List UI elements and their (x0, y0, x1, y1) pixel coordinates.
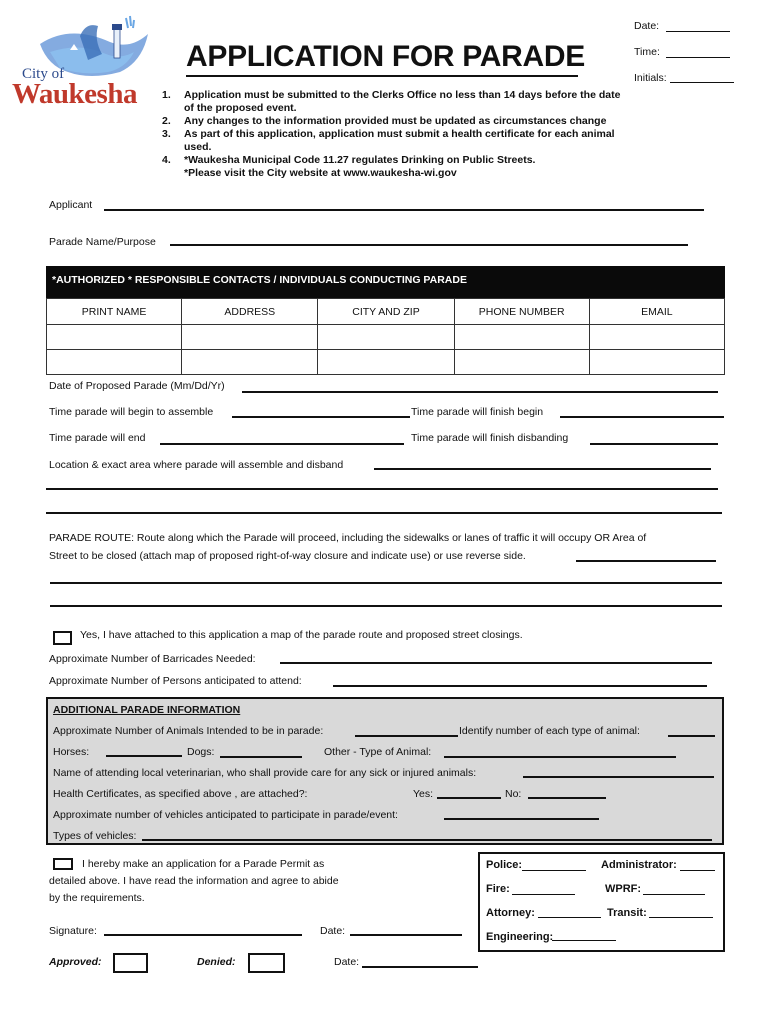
office-initials-label: Initials: (634, 72, 667, 84)
animals-count-label: Approximate Number of Animals Intended to be in parade: (53, 725, 324, 737)
table-cell[interactable] (182, 350, 318, 375)
column-header-phone: PHONE NUMBER (454, 299, 589, 325)
table-cell[interactable] (47, 350, 182, 375)
signature-label: Signature: (49, 925, 97, 937)
route-description-2: Street to be closed (attach map of proposed right-of-way closure and indicate use) or use reverse side. (49, 550, 526, 562)
horses-label: Horses: (53, 746, 90, 758)
route-field-line[interactable] (50, 605, 722, 607)
health-no-field[interactable] (528, 797, 606, 799)
vehicle-types-label: Types of vehicles: (53, 830, 137, 842)
signature-date-label: Date: (320, 925, 346, 937)
proposed-date-label: Date of Proposed Parade (Mm/Dd/Yr) (49, 380, 225, 392)
police-field[interactable] (522, 870, 586, 871)
denied-checkbox[interactable] (248, 953, 285, 973)
other-animal-field[interactable] (444, 756, 676, 758)
table-row (47, 325, 725, 350)
column-header-city-zip: CITY AND ZIP (318, 299, 454, 325)
map-attached-checkbox[interactable] (53, 631, 72, 645)
proposed-date-field[interactable] (242, 391, 718, 393)
fire-label: Fire: (486, 883, 510, 895)
barricades-field[interactable] (280, 662, 712, 664)
finish-begin-field[interactable] (560, 416, 724, 418)
transit-label: Transit: (607, 907, 647, 919)
vehicles-count-label: Approximate number of vehicles anticipated to participate in parade/event: (53, 809, 398, 821)
office-initials-field[interactable] (670, 82, 734, 83)
office-time-field[interactable] (666, 57, 730, 58)
page-title: APPLICATION FOR PARADE (186, 40, 585, 73)
agree-text-3: by the requirements. (49, 892, 145, 904)
column-header-email: EMAIL (589, 299, 724, 325)
time-end-field[interactable] (160, 443, 404, 445)
horses-field[interactable] (106, 755, 182, 757)
location-label: Location & exact area where parade will assemble and disband (49, 459, 344, 471)
location-field-line[interactable] (46, 488, 718, 490)
health-no-label: No: (505, 788, 522, 800)
office-date-label: Date: (634, 20, 660, 32)
police-label: Police: (486, 859, 523, 871)
transit-field[interactable] (649, 917, 713, 918)
instruction-item: 2. Any changes to the information provided must be updated as circumstances change (162, 115, 607, 127)
veterinarian-field[interactable] (523, 776, 714, 778)
table-cell[interactable] (589, 325, 724, 350)
instruction-item: 4. *Waukesha Municipal Code 11.27 regulates Drinking on Public Streets. (162, 154, 536, 166)
column-header-print-name: PRINT NAME (47, 299, 182, 325)
vehicles-count-field[interactable] (444, 818, 599, 820)
table-cell[interactable] (454, 350, 589, 375)
parade-name-field[interactable] (170, 244, 688, 246)
logo-city-text: City of (22, 66, 65, 82)
engineering-field[interactable] (552, 940, 616, 941)
table-cell[interactable] (47, 325, 182, 350)
signature-date-field[interactable] (350, 934, 462, 936)
approved-label: Approved: (49, 956, 102, 968)
begin-assemble-field[interactable] (232, 416, 410, 418)
office-date-field[interactable] (666, 31, 730, 32)
engineering-label: Engineering: (486, 931, 554, 943)
additional-info-heading: ADDITIONAL PARADE INFORMATION (53, 704, 241, 716)
parade-name-label: Parade Name/Purpose (49, 236, 156, 248)
administrator-field[interactable] (680, 870, 715, 871)
begin-assemble-label: Time parade will begin to assemble (49, 406, 214, 418)
title-underline (186, 75, 578, 77)
table-cell[interactable] (454, 325, 589, 350)
table-cell[interactable] (318, 325, 454, 350)
agree-text-1: I hereby make an application for a Parade Permit as (82, 858, 325, 870)
other-animal-label: Other - Type of Animal: (324, 746, 432, 758)
decision-date-label: Date: (334, 956, 360, 968)
persons-label: Approximate Number of Persons anticipated to attend: (49, 675, 302, 687)
instruction-item: 1. Application must be submitted to the Clerks Office no less than 14 days before the date of the proposed event. (162, 89, 621, 114)
identify-animals-label: Identify number of each type of animal: (459, 725, 640, 737)
health-yes-field[interactable] (437, 797, 501, 799)
location-field[interactable] (374, 468, 711, 470)
vehicle-types-field[interactable] (142, 839, 712, 841)
agree-checkbox[interactable] (53, 858, 73, 870)
wprf-label: WPRF: (605, 883, 642, 895)
contacts-table (46, 298, 725, 375)
denied-label: Denied: (197, 956, 236, 968)
table-row (47, 350, 725, 375)
table-cell[interactable] (182, 325, 318, 350)
approved-checkbox[interactable] (113, 953, 148, 973)
identify-animals-field[interactable] (668, 735, 715, 737)
instruction-item: *Please visit the City website at www.waukesha-wi.gov (184, 167, 457, 179)
animals-count-field[interactable] (355, 735, 458, 737)
instructions-list (162, 89, 632, 180)
decision-date-field[interactable] (362, 966, 478, 968)
finish-disbanding-field[interactable] (590, 443, 718, 445)
logo-name-text: Waukesha (12, 78, 137, 110)
fire-field[interactable] (512, 894, 575, 895)
time-end-label: Time parade will end (49, 432, 146, 444)
table-cell[interactable] (318, 350, 454, 375)
attorney-field[interactable] (538, 917, 601, 918)
finish-begin-label: Time parade will finish begin (411, 406, 544, 418)
route-description: PARADE ROUTE: Route along which the Parade will proceed, including the sidewalks or lanes of traffic it will occupy OR Area of (49, 532, 647, 544)
contacts-table-title: *AUTHORIZED * RESPONSIBLE CONTACTS / INDIVIDUALS CONDUCTING PARADE (46, 266, 725, 298)
veterinarian-label: Name of attending local veterinarian, who shall provide care for any sick or injured animals: (53, 767, 477, 779)
applicant-field[interactable] (104, 209, 704, 211)
administrator-label: Administrator: (601, 859, 677, 871)
finish-disbanding-label: Time parade will finish disbanding (411, 432, 569, 444)
column-header-address: ADDRESS (182, 299, 318, 325)
wprf-field[interactable] (643, 894, 705, 895)
agree-text-2: detailed above. I have read the information and agree to abide (49, 875, 339, 887)
attorney-label: Attorney: (486, 907, 535, 919)
location-field-line[interactable] (46, 512, 722, 514)
office-time-label: Time: (634, 46, 660, 58)
instruction-item: 3. As part of this application, application must submit a health certificate for each animal used. (162, 128, 615, 153)
route-field-line[interactable] (50, 582, 722, 584)
persons-field[interactable] (333, 685, 707, 687)
dogs-label: Dogs: (187, 746, 215, 758)
applicant-label: Applicant (49, 199, 93, 211)
map-attached-label: Yes, I have attached to this application a map of the parade route and proposed street closings. (80, 629, 523, 641)
route-field[interactable] (576, 560, 716, 562)
health-certificates-label: Health Certificates, as specified above , are attached?: (53, 788, 308, 800)
barricades-label: Approximate Number of Barricades Needed: (49, 653, 256, 665)
dogs-field[interactable] (220, 756, 302, 758)
health-yes-label: Yes: (413, 788, 434, 800)
signature-field[interactable] (104, 934, 302, 936)
table-cell[interactable] (589, 350, 724, 375)
